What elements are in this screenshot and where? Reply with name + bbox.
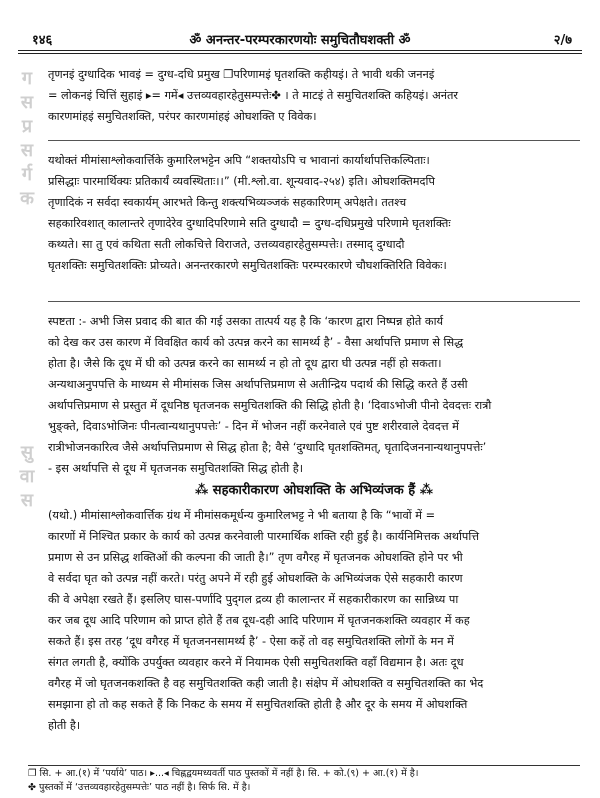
header-rule	[18, 50, 582, 51]
text-line: = लोकनइं चित्तिं सुहाइं ▸= गमें◂ उत्तव्यवहारहेतुसम्पत्तेः✤ । ते माटइं ते समुचितशक्ति कहियइं। अनंतर	[48, 89, 459, 102]
text-line: घृतशक्तिः समुचितशक्तिः प्रोच्यते। अनन्तरकारणे समुचितशक्तिः परम्परकारणे चौघशक्तिरिति विवेकः।	[48, 259, 447, 272]
sidebar-char: स	[20, 140, 34, 161]
sidebar-gap	[16, 210, 38, 440]
hindi-explanation	[48, 505, 580, 736]
page-header	[20, 27, 580, 49]
text-line: होती है।	[48, 719, 81, 732]
section-number: २/७	[553, 33, 572, 48]
text-line: तृणादिकं न सर्वदा स्वकार्यम् आरभते किन्तु शक्त्यभिव्यञ्जकं सहकारिणम् अपेक्षते। ततश्च	[48, 196, 407, 209]
text-line: तृणनइं दुग्धादिक भावइं = दुग्ध-दधि प्रमुख ❐परिणामइं घृतशक्ति कहीयइं। ते भावी थकी जननइं	[48, 68, 435, 81]
sidebar-char: ग	[21, 68, 33, 89]
text-line: होता है। जैसे कि दूध में घी को उत्पन्न करने का सामर्थ्य न हो तो दूध द्वारा घी उत्पन्न नहीं हो सकता।	[48, 357, 442, 370]
text-line: अन्यथाअनुपपत्ति के माध्यम से मीमांसक जिस अर्थापत्तिप्रमाण से अतीन्द्रिय पदार्थ की सिद्धि करते हैं उसी	[48, 378, 468, 391]
text-line: की वे अपेक्षा रखते हैं। इसलिए घास-पर्णादि पुद्‌गल द्रव्य ही कालान्तर में सहकारीकारण का सान्निध्य पा	[48, 593, 459, 606]
sidebar-char: सु	[20, 442, 34, 463]
text-line: कारणमांहइं समुचितशक्ति, परंपर कारणमांहइं ओघशक्ति ए विवेक।	[48, 110, 317, 123]
text-line: अर्थापत्तिप्रमाण से प्रस्तुत में दूधनिष्ठ घृतजनक समुचितशक्ति की सिद्धि होती है। ‘दिवाऽभोजी पीनो देवदत्तः रात्रौ	[48, 399, 492, 412]
footnote: ✤ पुस्तकों में ‘उत्तव्यवहारहेतुसम्पत्तेः’ पाठ नहीं है। सिर्फ सि. में है।	[28, 782, 251, 793]
text-line: कारणों में निश्चित प्रकार के कार्य को उत्पन्न करनेवाली पारमार्थिक शक्ति रही हुई है। कार्यनिमित्तक अर्थापत्ति	[48, 530, 480, 543]
text-line: सकते हैं। इस तरह ‘दूध वगैरह में घृतजननसामर्थ्य है’ - ऐसा कहें तो वह समुचितशक्ति लोगों के मन में	[48, 635, 454, 648]
text-line: समझाना हो तो कह सकते हैं कि निकट के समय में समुचितशक्ति होती है और दूर के समय में ओघशक्ति	[48, 698, 468, 711]
sidebar-char: वा	[19, 466, 35, 487]
clarification-paragraph	[48, 311, 580, 479]
section-divider	[48, 301, 580, 302]
gujarati-commentary	[48, 64, 580, 127]
text-line: कथ्यते। सा तु एवं कथिता सती लोकचित्ते विराजते, उत्तव्यवहारहेतुसम्पत्तेः। तस्माद् दुग्धादौ	[48, 238, 405, 251]
text-line: भुङ्क्ते, दिवाऽभोजिनः पीनत्वान्यथानुपपत्तेः’ - दिन में भोजन नहीं करनेवाले एवं पुष्ट शरीरवाले देवदत्त में	[48, 420, 459, 433]
text-line: (यथो.) मीमांसाश्लोकवार्त्तिक ग्रंथ में मीमांसकमूर्धन्य कुमारिलभट्ट ने भी बताया है कि “भावों में =	[48, 509, 436, 522]
text-line: यथोक्तं मीमांसाश्लोकवार्त्तिके कुमारिलभट्टेन अपि “शक्तयोऽपि च भावानां कार्यार्थापत्तिकल्पिताः।	[48, 154, 430, 167]
text-line: को देख कर उस कारण में विवक्षित कार्य को उत्पन्न करने का सामर्थ्य है’ - वैसा अर्थापत्ति प्रमाण से सिद्ध	[48, 336, 464, 349]
footnote: ❐ सि. + आ.(१) में ‘पर्याये’ पाठ। ▸...◂ चिह्नद्वयमध्यवर्ती पाठ पुस्तकों में नहीं है। सि. + को.(९) + आ.(१) में है।	[28, 768, 419, 779]
sidebar-char: प्र	[21, 116, 33, 137]
section-divider	[48, 140, 580, 141]
running-title: ॐ अनन्तर-परम्परकारणयोः समुचितौघशक्ती ॐ	[189, 33, 411, 48]
sidebar-char: स	[20, 490, 34, 511]
text-line: वगैरह में जो घृतजनकशक्ति है वह समुचितशक्ति कही जाती है। संक्षेप में ओघशक्ति व समुचितशक्ति का भेद	[48, 677, 484, 690]
heading-text: ⁂ सहकारीकारण ओघशक्ति के अभिव्यंजक हैं ⁂	[194, 483, 434, 498]
sanskrit-commentary	[48, 150, 580, 276]
text-line: प्रमाण से उन प्रसिद्ध शक्तिओं की कल्पना की जाती है।” तृण वगैरह में घृतजनक ओघशक्ति होने पर भी	[48, 551, 463, 564]
text-line: सहकारिवशात् कालान्तरे तृणादेरेव दुग्धादिपरिणामे सति दुग्धादौ = दुग्ध-दधिप्रमुखे परिणामे घृतशक्तिः	[48, 217, 451, 230]
footnotes	[28, 767, 580, 795]
text-line: संगत लगती है, क्योंकि उपर्युक्त व्यवहार करने में नियामक ऐसी समुचितशक्ति वहाँ विद्यमान है। अतः दूध	[48, 656, 464, 669]
text-line: प्रसिद्धाः पारमार्थिक्यः प्रतिकार्यं व्यवस्थिताः।।” (मी.श्लो.वा. शून्यवाद-२५४) इति। ओघशक्तिमदपि	[48, 175, 435, 188]
text-line: कर जब दूध आदि परिणाम को प्राप्त होते हैं तब दूध-दही आदि परिणाम में घृतजनकशक्ति व्यवहार में कह	[48, 614, 470, 627]
text-line: रात्रीभोजनकारित्व जैसे अर्थापत्तिप्रमाण से सिद्ध होता है; वैसे ‘दुग्धादि घृतशक्तिमत्, घृतादिजननान्यथानुपपत्तेः’	[48, 441, 487, 454]
sidebar-char: र्ग	[21, 164, 33, 185]
page-number: १४६	[32, 33, 53, 48]
footnote-rule	[28, 765, 580, 766]
header-rule-thin	[18, 53, 582, 54]
sidebar-char: क	[20, 188, 34, 209]
text-line: वे सर्वदा घृत को उत्पन्न नहीं करते। परंतु अपने में रही हुई ओघशक्ति के अभिव्यंजक ऐसे सहकारी कारण	[48, 572, 463, 585]
sidebar-watermark	[16, 66, 38, 512]
sidebar-char: स	[20, 92, 34, 113]
text-line: स्पष्टता :- अभी जिस प्रवाद की बात की गई उसका तात्पर्य यह है कि ‘कारण द्वारा निष्पन्न होते कार्य	[48, 315, 444, 328]
section-heading	[48, 480, 580, 498]
text-line: - इस अर्थापत्ति से दूध में घृतजनक समुचितशक्ति सिद्ध होती है।	[48, 462, 304, 475]
